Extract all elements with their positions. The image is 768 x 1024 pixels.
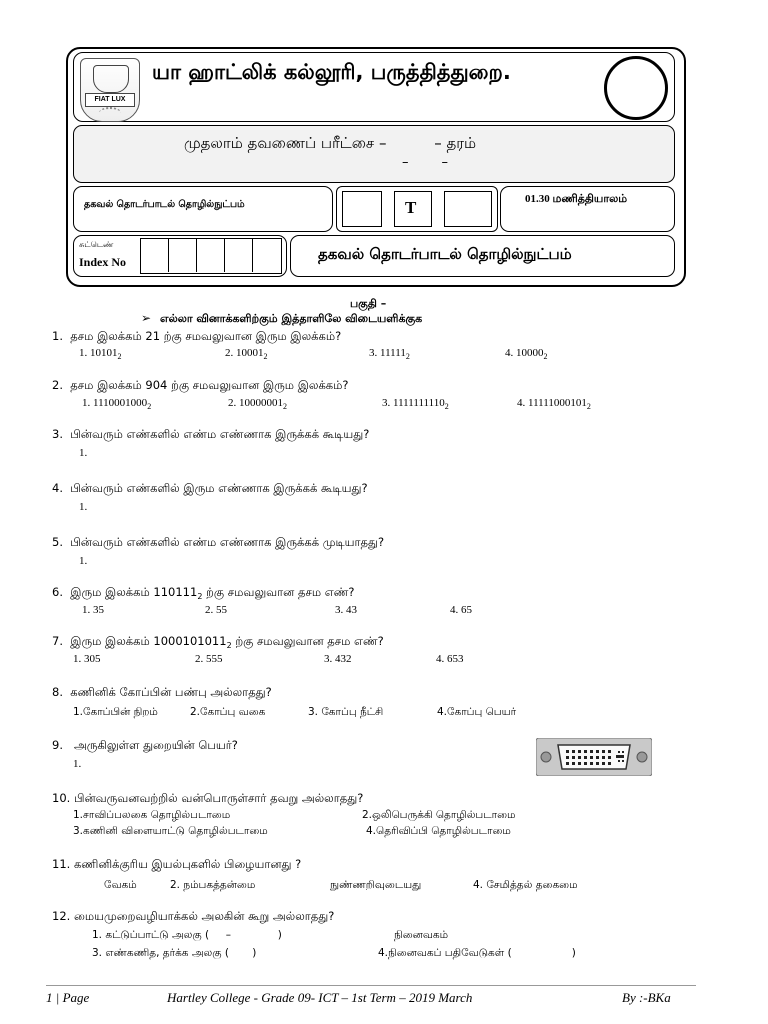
option[interactable]: 4. $10000_2$ [505, 347, 548, 361]
question-text: தசம இலக்கம் 21 ற்கு சமவலுவான இரும இலக்கம்? [70, 329, 342, 343]
code-box-1 [342, 191, 382, 227]
option[interactable]: 3. $11111_2$ [369, 347, 410, 361]
question-7 [52, 634, 384, 650]
question-text: மையமுறைவழியாக்கல் அலகின் கூறு அல்லாதது? [73, 909, 335, 923]
subject-large: தகவல் தொடர்பாடல் தொழில்நுட்பம் [318, 245, 572, 263]
question-number: 1. [52, 329, 63, 343]
index-box-divider [224, 238, 225, 272]
index-box-divider [196, 238, 197, 272]
question-2 [52, 378, 349, 394]
section-instruction: எல்லா வினாக்களிற்கும் இத்தாளிலே விடையளிக்குக [160, 312, 423, 325]
option[interactable]: 1.சாவிப்பலகை தொழில்படாமை [73, 809, 231, 821]
option[interactable]: 1. $10101_2$ [79, 347, 122, 361]
index-number-boxes[interactable] [140, 238, 282, 274]
subject-small: தகவல் தொடர்பாடல் தொழில்நுட்பம் [84, 199, 245, 210]
option[interactable]: 1. [79, 501, 88, 513]
footer-author: By :-BKa [622, 990, 671, 1005]
exam-title-subline: – – [402, 155, 449, 170]
question-text: இரும இலக்கம் 110111 [70, 585, 198, 599]
footer-divider [46, 985, 696, 986]
footer-center-text: Hartley College - Grade 09- ICT – 1st Term – 2019 March [167, 990, 473, 1005]
question-3 [52, 427, 369, 443]
question-number: 5. [52, 535, 63, 549]
option[interactable]: 4. 653 [436, 653, 464, 665]
question-text: பின்வருவனவற்றில் வன்பொருள்சார் தவறு அல்லாதது? [73, 791, 364, 805]
option[interactable]: 1. [79, 555, 88, 567]
option[interactable]: வேகம் [104, 879, 137, 891]
question-9 [52, 738, 238, 754]
option[interactable]: 2. $10000001_2$ [228, 397, 287, 411]
option[interactable]: 2. 55 [205, 604, 227, 616]
question-number: 12. [52, 909, 71, 923]
duration: 01.30 மணித்தியாலம் [525, 193, 628, 205]
question-10 [52, 791, 363, 807]
option[interactable]: 4.தெரிவிப்பி தொழில்படாமை [366, 825, 511, 837]
question-text: தசம இலக்கம் 904 ற்கு சமவலுவான இரும இலக்கம்? [70, 378, 349, 392]
option[interactable]: 2.கோப்பு வகை [190, 706, 266, 718]
question-number: 10. [52, 791, 71, 805]
base-subscript: 2 [226, 641, 232, 650]
option[interactable]: 2. 555 [195, 653, 223, 665]
option[interactable]: 3. 43 [335, 604, 357, 616]
index-label-en: Index No [79, 255, 127, 269]
index-label-ta: சுட்டெண் [79, 240, 114, 249]
question-number: 9. [52, 738, 63, 752]
question-text: பின்வரும் எண்களில் எண்ம எண்ணாக இருக்கக் கூடியது? [70, 427, 370, 441]
page-number: 1 | Page [46, 990, 90, 1005]
option[interactable]: 3. எண்கணித, தர்க்க அலகு ( ) [92, 947, 257, 959]
question-number: 3. [52, 427, 63, 441]
option[interactable]: 1. 35 [82, 604, 104, 616]
question-text: பின்வரும் எண்களில் இரும எண்ணாக இருக்கக் கூடியது? [70, 481, 368, 495]
option[interactable]: 3. கோப்பு நீட்சி [308, 706, 384, 718]
option[interactable]: நினைவகம் [394, 929, 449, 941]
question-text-cont: ற்கு சமவலுவான தசம எண்? [231, 634, 384, 648]
question-12 [52, 909, 334, 925]
option[interactable]: 4. 65 [450, 604, 472, 616]
section-title: பகுதி – [350, 297, 387, 310]
exam-title: முதலாம் தவணைப் பரீட்சை – – தரம் [184, 134, 477, 152]
option[interactable]: 1. [79, 447, 88, 459]
question-text: கணினிக் கோப்பின் பண்பு அல்லாதது? [70, 685, 272, 699]
option[interactable]: 1. கட்டுப்பாட்டு அலகு ( – ) [92, 929, 282, 941]
option[interactable]: 1. 305 [73, 653, 101, 665]
option[interactable]: 4.கோப்பு பெயர் [437, 706, 517, 718]
option[interactable]: 2. $10001_2$ [225, 347, 268, 361]
arrow-bullet-icon: ➢ [141, 311, 152, 325]
option[interactable]: 2. நம்பகத்தன்மை [170, 879, 256, 891]
question-8 [52, 685, 272, 701]
code-box-3 [444, 191, 492, 227]
index-box-divider [252, 238, 253, 272]
question-5 [52, 535, 384, 551]
option[interactable]: 4.நினைவகப் பதிவேடுகள் ( ) [378, 947, 576, 959]
question-text: இரும இலக்கம் 1000101011 [70, 634, 227, 648]
crest-icon [93, 65, 129, 93]
question-number: 8. [52, 685, 63, 699]
option[interactable]: 3. $1111111110_2$ [382, 397, 449, 411]
option[interactable]: 2.ஒலிபெருக்கி தொழில்படாமை [362, 809, 516, 821]
option[interactable]: 3.கணினி விளையாட்டு தொழில்படாமை [73, 825, 268, 837]
question-4 [52, 481, 368, 497]
base-subscript: 2 [197, 592, 203, 601]
logo-motto: FIAT LUX [85, 93, 135, 107]
option[interactable]: 3. 432 [324, 653, 352, 665]
option[interactable]: 1.கோப்பின் நிறம் [73, 706, 158, 718]
option[interactable]: 1. [73, 758, 82, 770]
question-6 [52, 585, 354, 601]
option[interactable]: 4. $11111000101_2$ [517, 397, 591, 411]
question-11 [52, 857, 301, 873]
question-number: 6. [52, 585, 63, 599]
question-text: பின்வரும் எண்களில் எண்ம எண்ணாக இருக்கக் முடியாதது? [70, 535, 385, 549]
question-text: கணினிக்குரிய இயல்புகளில் பிழையானது ? [73, 857, 302, 871]
option[interactable]: நுண்ணறிவுடையது [330, 879, 422, 891]
question-number: 2. [52, 378, 63, 392]
option[interactable]: 4. சேமித்தல் தகைமை [473, 879, 578, 891]
question-text: அருகிலுள்ள துறையின் பெயர்? [73, 738, 238, 752]
dvi-port-image [536, 738, 652, 776]
sun-rays-icon [99, 107, 121, 119]
question-1 [52, 329, 341, 345]
question-number: 4. [52, 481, 63, 495]
question-text-cont: ற்கு சமவலுவான தசம எண்? [202, 585, 355, 599]
school-name: யா ஹாட்லிக் கல்லூரி, பருத்தித்துறை. [152, 60, 511, 84]
option[interactable]: 1. $1110001000_2$ [82, 397, 152, 411]
code-letter: T [405, 198, 417, 217]
question-number: 11. [52, 857, 71, 871]
question-number: 7. [52, 634, 63, 648]
school-logo [80, 58, 140, 122]
index-box-divider [168, 238, 169, 272]
marks-circle [604, 56, 668, 120]
